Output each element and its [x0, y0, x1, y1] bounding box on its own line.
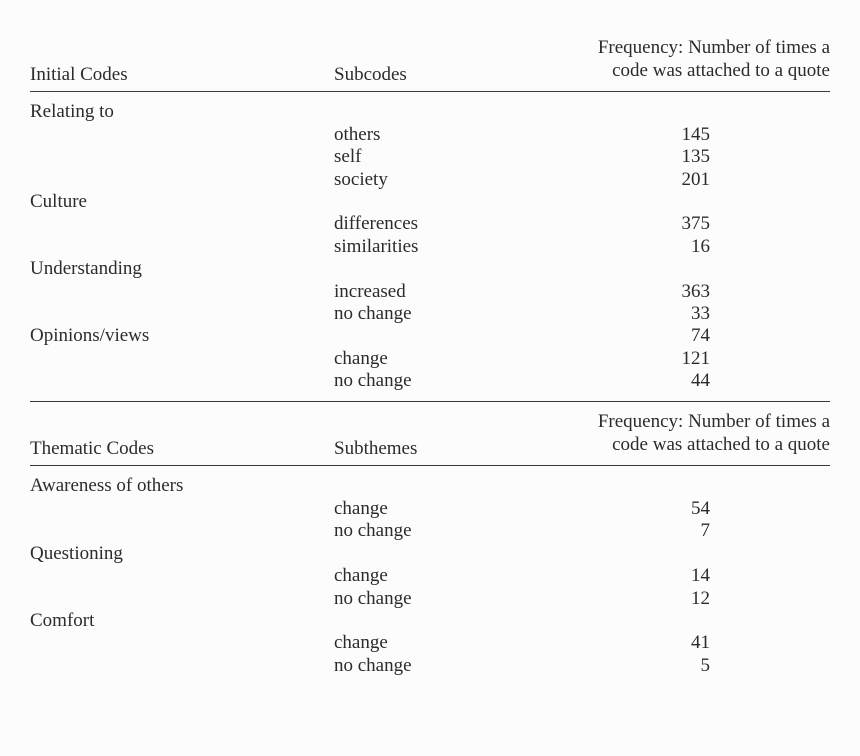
frequency-cell: 54 [691, 498, 710, 519]
initial-codes-column-header: Initial Codes [30, 64, 128, 85]
table-row [30, 212, 830, 235]
table-row [30, 587, 830, 610]
thematic-codes-header [30, 410, 830, 460]
table-row [30, 519, 830, 542]
frequency-cell: 375 [681, 213, 710, 234]
frequency-cell: 363 [681, 281, 710, 302]
frequency-cell: 121 [681, 348, 710, 369]
frequency-cell: 44 [691, 370, 710, 391]
subcode-cell: others [334, 124, 381, 145]
table-row [30, 542, 830, 565]
code-cell: Questioning [30, 543, 123, 564]
subthemes-column-header: Subthemes [334, 438, 418, 459]
table-row [30, 190, 830, 213]
subcode-cell: no change [334, 370, 412, 391]
subcode-cell: self [334, 146, 362, 167]
subcodes-column-header: Subcodes [334, 64, 407, 85]
table-row [30, 280, 830, 303]
subcode-cell: similarities [334, 236, 419, 257]
section-divider [30, 401, 830, 402]
frequency-header-line-2: code was attached to a quote [612, 60, 830, 81]
table-row [30, 497, 830, 520]
code-cell: Comfort [30, 610, 95, 631]
subcode-cell: no change [334, 303, 412, 324]
frequency-cell: 33 [691, 303, 710, 324]
table-row [30, 369, 830, 392]
frequency-header-line-1: Frequency: Number of times a [597, 411, 830, 432]
initial-codes-header [30, 36, 830, 86]
frequency-cell: 135 [681, 146, 710, 167]
frequency-cell: 74 [691, 325, 710, 346]
frequency-cell: 145 [681, 124, 710, 145]
subtheme-cell: change [334, 498, 388, 519]
header-divider [30, 465, 830, 466]
subcode-cell: differences [334, 213, 419, 234]
frequency-cell: 14 [691, 565, 710, 586]
code-cell: Relating to [30, 101, 114, 122]
frequency-column-header [598, 36, 830, 82]
frequency-cell: 12 [691, 588, 710, 609]
subcode-cell: increased [334, 281, 406, 302]
subcode-cell: society [334, 169, 388, 190]
table-row [30, 474, 830, 497]
table-row [30, 123, 830, 146]
table-row [30, 100, 830, 123]
table-row [30, 302, 830, 325]
table-row [30, 564, 830, 587]
frequency-header-line-1: Frequency: Number of times a [597, 37, 830, 58]
code-cell: Opinions/views [30, 325, 150, 346]
table-row [30, 347, 830, 370]
table-row [30, 168, 830, 191]
subtheme-cell: change [334, 565, 388, 586]
subtheme-cell: no change [334, 655, 412, 676]
table-row [30, 145, 830, 168]
table-row [30, 257, 830, 280]
frequency-cell: 201 [681, 169, 710, 190]
subcode-cell: change [334, 348, 388, 369]
header-divider [30, 91, 830, 92]
code-frequency-table [30, 0, 830, 756]
frequency-cell: 16 [691, 236, 710, 257]
code-cell: Understanding [30, 258, 142, 279]
table-row [30, 324, 830, 347]
thematic-codes-column-header: Thematic Codes [30, 438, 154, 459]
table-row [30, 654, 830, 677]
code-cell: Culture [30, 191, 87, 212]
frequency-cell: 41 [691, 632, 710, 653]
frequency-column-header [598, 410, 830, 456]
frequency-cell: 5 [700, 655, 710, 676]
code-cell: Awareness of others [30, 475, 184, 496]
subtheme-cell: no change [334, 588, 412, 609]
subtheme-cell: no change [334, 520, 412, 541]
frequency-header-line-2: code was attached to a quote [612, 434, 830, 455]
table-row [30, 631, 830, 654]
table-row [30, 235, 830, 258]
frequency-cell: 7 [700, 520, 710, 541]
table-row [30, 609, 830, 632]
subtheme-cell: change [334, 632, 388, 653]
